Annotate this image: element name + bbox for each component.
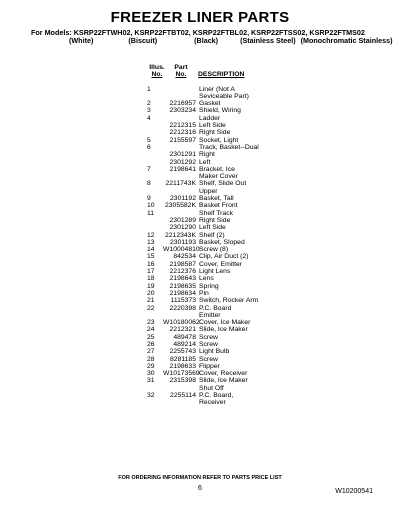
models-colors [31, 37, 392, 45]
color-white: (White) [69, 36, 94, 45]
page-number: 6 [198, 485, 202, 492]
part-number [163, 86, 199, 93]
part-number: 2198635 [169, 282, 196, 290]
table-row [147, 385, 259, 392]
part-number: W10004810 [163, 246, 200, 254]
illus-number: 2 [147, 100, 151, 108]
illus-number: 28 [147, 355, 155, 363]
illus-number [147, 188, 163, 195]
table-row [147, 195, 259, 202]
part-description: Liner (Not A [199, 85, 235, 93]
part-number [163, 173, 199, 180]
color-black: (Black) [194, 36, 219, 45]
color-stainless: (Stainless Steel) [240, 36, 296, 45]
table-row [147, 239, 259, 246]
part-description: Right [199, 151, 215, 159]
table-row [147, 232, 259, 239]
part-number: 2198634 [169, 289, 196, 297]
illus-number: 30 [147, 370, 155, 378]
part-number [163, 312, 199, 319]
illus-number: 22 [147, 304, 155, 312]
table-row [147, 100, 259, 107]
table-row [147, 312, 259, 319]
part-header-top: Part [174, 64, 188, 71]
part-number: 1115373 [170, 297, 196, 305]
illus-number [147, 399, 163, 406]
illus-header-top: Illus. [149, 64, 165, 71]
part-number [163, 115, 199, 122]
part-description: Cover, Emitter [199, 260, 243, 268]
part-description: Maker Cover [199, 173, 238, 181]
part-description: Screw [199, 340, 218, 348]
illus-number [147, 385, 163, 392]
illus-number: 5 [147, 136, 151, 144]
table-row [147, 341, 259, 348]
illus-number: 23 [147, 319, 155, 327]
part-number: 2220398 [169, 304, 196, 312]
illus-number [147, 159, 163, 166]
part-description: Track, Basket--Dual [199, 143, 259, 151]
part-description: Basket Front [199, 202, 238, 210]
part-number: 2198587 [169, 260, 196, 268]
part-number: 2212315 [169, 122, 196, 130]
table-row [147, 188, 259, 195]
part-description: P.C. Board [199, 304, 232, 312]
part-description: Shelf, Slide Out [199, 180, 247, 188]
illus-number [147, 312, 163, 319]
illus-number [147, 217, 163, 224]
illus-number: 25 [147, 333, 155, 341]
part-description: Screw [199, 355, 218, 363]
table-row [147, 283, 259, 290]
part-description: Right Side [199, 216, 231, 224]
illus-number: 3 [147, 107, 151, 115]
table-row [147, 370, 259, 377]
illus-number: 21 [147, 297, 155, 305]
part-description: Gasket [199, 100, 221, 108]
table-row [147, 217, 259, 224]
part-number [163, 188, 199, 195]
part-number: 8281185 [170, 355, 196, 363]
part-description: Pin [199, 289, 209, 297]
illus-number: 8 [147, 180, 151, 188]
table-row [147, 107, 259, 114]
part-description: Shield, Wiring [199, 107, 241, 115]
part-description: Left Side [199, 122, 226, 130]
illus-number: 26 [147, 340, 155, 348]
part-description: Screw [199, 333, 218, 341]
part-number [163, 144, 199, 151]
part-description: Clip, Air Duct (2) [199, 253, 249, 261]
part-number: W10173569 [163, 370, 200, 378]
table-row [147, 377, 259, 384]
table-row [147, 348, 259, 355]
table-row [147, 268, 259, 275]
table-row [147, 159, 259, 166]
table-row [147, 144, 259, 151]
part-number: 2301289 [169, 216, 196, 224]
part-number [163, 210, 199, 217]
part-description: Emitter [199, 311, 221, 319]
part-number: 2216957 [169, 100, 196, 108]
document-number: W10200541 [335, 488, 373, 495]
illus-number: 27 [147, 348, 155, 356]
models-header [31, 29, 392, 45]
part-description: Spring [199, 282, 219, 290]
part-number: 489478 [173, 333, 196, 341]
table-row [147, 261, 259, 268]
part-description: Seviceable Part) [199, 92, 249, 100]
part-description: Lens [199, 275, 214, 283]
illus-number: 1 [147, 85, 151, 93]
part-number: 2255743 [169, 348, 196, 356]
part-number: 2198643 [169, 275, 196, 283]
illus-number: 13 [147, 238, 155, 246]
part-number: 2301290 [169, 224, 196, 232]
part-number [163, 93, 199, 100]
table-row [147, 363, 259, 370]
part-description: Switch, Rocker Arm [199, 297, 259, 305]
illus-number: 10 [147, 202, 155, 210]
ordering-footer: FOR ORDERING INFORMATION REFER TO PARTS PRICE LIST [118, 475, 282, 481]
table-row [147, 253, 259, 260]
part-description: Left Side [199, 224, 226, 232]
table-row [147, 392, 259, 399]
illus-number [147, 173, 163, 180]
table-header [147, 64, 259, 79]
part-description: Light Lens [199, 268, 231, 276]
illus-number: 24 [147, 326, 155, 334]
part-description: Screw (8) [199, 246, 229, 254]
part-description: P.C. Board, [199, 392, 234, 400]
part-number: 2212316 [169, 129, 196, 137]
part-description: Right Side [199, 129, 231, 137]
table-row [147, 275, 259, 282]
table-row [147, 151, 259, 158]
illus-number: 14 [147, 246, 155, 254]
illus-number [147, 224, 163, 231]
illus-number: 9 [147, 195, 151, 203]
part-number: 2303234 [169, 107, 196, 115]
part-number: 2301292 [169, 158, 196, 166]
table-row [147, 326, 259, 333]
illus-number: 17 [147, 268, 155, 276]
illus-number: 31 [147, 377, 155, 385]
part-number: 489214 [173, 340, 196, 348]
table-row [147, 122, 259, 129]
description-header: DESCRIPTION [198, 71, 245, 79]
table-row [147, 115, 259, 122]
color-monochromatic: (Monochromatic Stainless) [300, 36, 393, 45]
part-number: 2212343K [165, 231, 196, 239]
part-number: 2212376 [169, 268, 196, 276]
illus-number: 29 [147, 362, 155, 370]
color-biscuit: (Biscuit) [128, 36, 158, 45]
page-title: FREEZER LINER PARTS [110, 9, 290, 26]
table-row [147, 334, 259, 341]
illus-number: 19 [147, 282, 155, 290]
table-row [147, 297, 259, 304]
illus-number [147, 129, 163, 136]
table-row [147, 246, 259, 253]
part-description: Shelf Track [199, 209, 233, 217]
table-row [147, 224, 259, 231]
table-row [147, 180, 259, 187]
part-number: 2305582K [165, 202, 196, 210]
illus-number: 16 [147, 260, 155, 268]
part-number: 2211743K [165, 180, 196, 188]
part-number [163, 399, 199, 406]
illus-number: 11 [147, 209, 155, 217]
part-description: Shut Off [199, 384, 224, 392]
illus-number: 6 [147, 143, 151, 151]
illus-number [147, 151, 163, 158]
table-row [147, 93, 259, 100]
illus-number: 20 [147, 289, 155, 297]
part-description: Cover, Receiver [199, 370, 248, 378]
part-number: 2255114 [170, 392, 196, 400]
part-description: Light Bulb [199, 348, 230, 356]
part-number: 2301291 [169, 151, 196, 159]
part-number: W10180062 [163, 319, 200, 327]
part-description: Bracket, Ice [199, 165, 235, 173]
part-description: Upper [199, 187, 218, 195]
table-row [147, 137, 259, 144]
illus-number: 12 [147, 231, 155, 239]
models-line: For Models: KSRP22FTWH02, KSRP22FTBT02, KSRP22FTBL02, KSRP22FTSS02, KSRP22FTMS02 [31, 28, 365, 37]
illus-header-bottom: No. [151, 71, 163, 79]
illus-number [147, 93, 163, 100]
part-number: 2212321 [169, 326, 196, 334]
part-description: Shelf (2) [199, 231, 225, 239]
part-number: 2155597 [169, 136, 196, 144]
table-row [147, 210, 259, 217]
part-number: 2198641 [169, 165, 196, 173]
part-description: Receiver [199, 399, 226, 407]
part-number: 2315398 [169, 377, 196, 385]
illus-number: 7 [147, 165, 151, 173]
part-number [163, 385, 199, 392]
illus-number: 4 [147, 114, 151, 122]
part-description: Cover, Ice Maker [199, 319, 251, 327]
table-row [147, 290, 259, 297]
part-header-bottom: No. [175, 71, 187, 79]
part-description: Slide, Ice Maker [199, 377, 248, 385]
illus-number: 15 [147, 253, 155, 261]
table-row [147, 399, 259, 406]
table-row [147, 319, 259, 326]
table-body [147, 86, 259, 407]
illus-number: 18 [147, 275, 155, 283]
part-description: Basket, Tall [199, 195, 234, 203]
table-row [147, 356, 259, 363]
part-description: Left [199, 158, 211, 166]
part-description: Slide, Ice Maker [199, 326, 248, 334]
illus-number [147, 122, 163, 129]
part-number: 2198633 [169, 362, 196, 370]
part-number: 842534 [173, 253, 196, 261]
part-description: Socket, Light [199, 136, 239, 144]
table-row [147, 173, 259, 180]
table-row [147, 86, 259, 93]
table-row [147, 305, 259, 312]
part-number: 2301193 [170, 238, 196, 246]
table-row [147, 129, 259, 136]
table-row [147, 202, 259, 209]
table-row [147, 166, 259, 173]
part-description: Basket, Sloped [199, 238, 245, 246]
part-number: 2301192 [170, 195, 196, 203]
parts-table [147, 64, 259, 407]
illus-number: 32 [147, 392, 155, 400]
part-description: Flipper [199, 362, 220, 370]
part-description: Ladder [199, 114, 221, 122]
